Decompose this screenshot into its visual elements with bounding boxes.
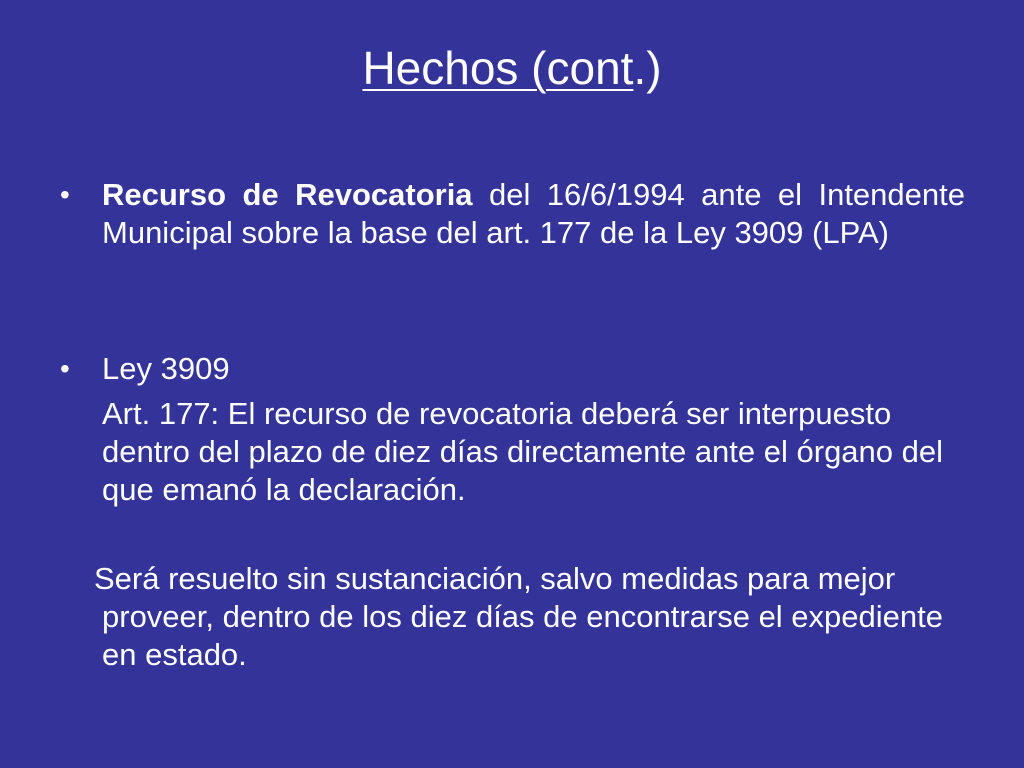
bullet-ley [60,350,965,388]
article-177-paragraph: Art. 177: El recurso de revocatoria deberá ser interpuesto dentro del plazo de diez días directamente ante el órgano del que emanó la declaración. [102,396,944,507]
slide-title [0,38,1024,98]
resolution-paragraph: Será resuelto sin sustanciación, salvo medidas para mejor proveer, dentro de los diez días de encontrarse el expediente en estado. [94,561,943,672]
slide-title-tail: .) [633,42,662,94]
slide-title-underlined: Hechos (cont [362,42,634,94]
bullet-dot: • [60,179,70,210]
bullet-ley-text: Ley 3909 [102,351,230,386]
bullet-recurso-text [102,176,965,252]
bullet-recurso [60,176,965,252]
bullet-dot: • [60,353,70,384]
bullet-recurso-rest: del 16/6/1994 ante el Intendente Municipal sobre la base del art. 177 de la Ley 3909 (LPA) [102,177,965,250]
bullet-recurso-bold: Recurso de Revocatoria [102,177,473,212]
